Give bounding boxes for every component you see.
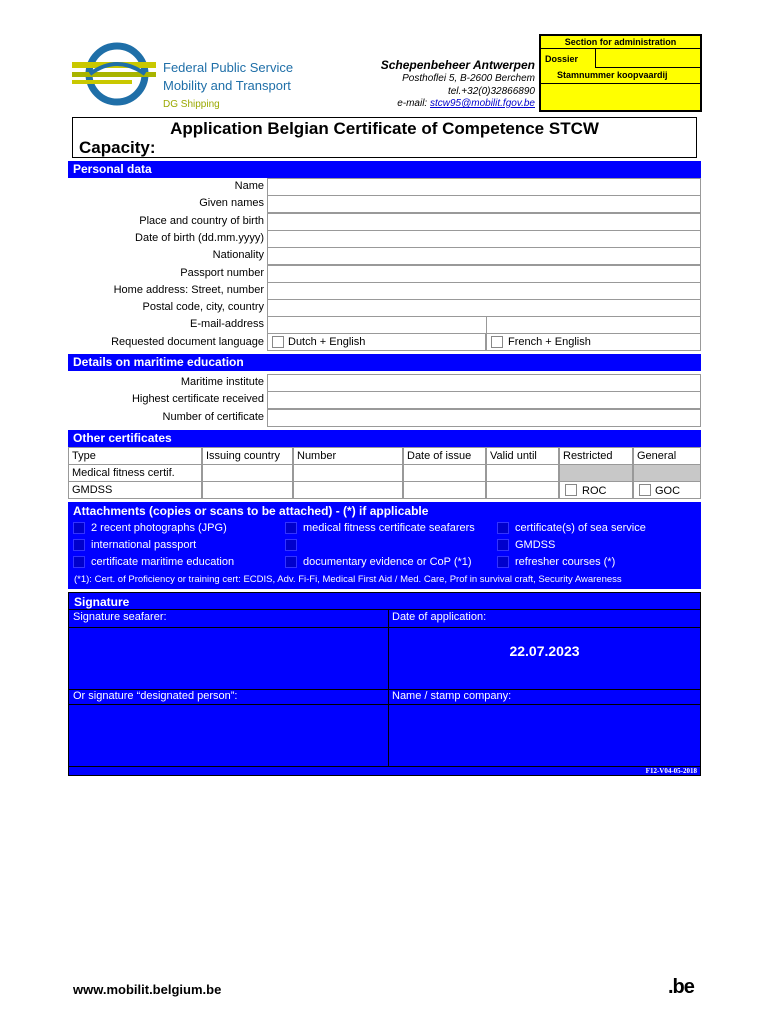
admin-dossier-field[interactable] — [595, 49, 701, 68]
other-cell[interactable] — [202, 481, 293, 499]
other-cell[interactable] — [559, 464, 633, 482]
personal-row-label: Name — [234, 180, 264, 192]
capacity-label[interactable]: Capacity: — [79, 138, 156, 157]
other-col-header: Date of issue — [407, 450, 472, 462]
company-stamp-label: Name / stamp company: — [392, 690, 512, 702]
maritime-row-input[interactable] — [267, 391, 701, 409]
logo-line1: Federal Public Service — [163, 60, 294, 75]
other-col-header: Type — [72, 450, 96, 462]
dutch-english-label: Dutch + English — [288, 336, 366, 348]
maritime-row-input[interactable] — [267, 374, 701, 392]
attachment-label: refresher courses (*) — [515, 556, 616, 568]
personal-header: Personal data — [68, 161, 701, 178]
roc-checkbox[interactable] — [565, 484, 577, 496]
attachment-label: certificate(s) of sea service — [515, 522, 646, 534]
personal-row-input[interactable] — [267, 247, 701, 265]
attachment-label: certificate maritime education — [91, 556, 235, 568]
personal-row-input[interactable] — [267, 265, 701, 283]
attachment-checkbox[interactable] — [73, 539, 85, 551]
goc-checkbox[interactable] — [639, 484, 651, 496]
attachment-checkbox[interactable] — [497, 556, 509, 568]
attachment-label: medical fitness certificate seafarers — [303, 522, 475, 534]
maritime-row-label: Maritime institute — [180, 376, 264, 388]
date-application-label: Date of application: — [392, 611, 487, 623]
other-col-header: Valid until — [490, 450, 537, 462]
other-cell[interactable] — [202, 464, 293, 482]
signature-seafarer-field[interactable] — [69, 628, 387, 688]
personal-row-label: Place and country of birth — [139, 214, 264, 227]
logo-line2: Mobility and Transport — [163, 78, 291, 93]
personal-row-input[interactable] — [267, 299, 701, 317]
form-code: F12-V04-05-2018 — [645, 767, 697, 775]
email-cell-divider — [486, 316, 487, 334]
other-cell[interactable] — [486, 464, 559, 482]
date-application-value[interactable]: 22.07.2023 — [509, 643, 580, 659]
french-english-label: French + English — [508, 336, 591, 348]
fps-logo — [70, 34, 160, 114]
form-title: Application Belgian Certificate of Competence STCW — [170, 119, 599, 138]
signature-seafarer-label: Signature seafarer: — [73, 611, 167, 623]
attachments-header: Attachments (copies or scans to be attached) - (*) if applicable — [73, 504, 429, 518]
attachment-label: documentary evidence or CoP (*1) — [303, 556, 472, 568]
attachment-checkbox[interactable] — [73, 556, 85, 568]
other-col-header: Restricted — [563, 450, 613, 462]
attachment-checkbox[interactable] — [497, 522, 509, 534]
designated-signature-field[interactable] — [69, 705, 387, 765]
other-cell[interactable] — [403, 481, 486, 499]
admin-stamnummer-label: Stamnummer koopvaardij — [557, 70, 668, 80]
personal-row-label: Date of birth (dd.mm.yyyy) — [135, 231, 264, 244]
maritime-row-label: Number of certificate — [162, 410, 264, 423]
personal-row-input[interactable] — [267, 213, 701, 231]
personal-row-label: Postal code, city, country — [142, 301, 264, 314]
attachment-checkbox[interactable] — [285, 556, 297, 568]
personal-row-label: E-mail-address — [190, 318, 264, 331]
roc-label: ROC — [582, 485, 607, 497]
other-cell[interactable] — [293, 464, 403, 482]
other-header: Other certificates — [68, 430, 701, 447]
other-cell[interactable] — [403, 464, 486, 482]
admin-title: Section for administration — [541, 36, 700, 49]
signature-header: Signature — [74, 595, 130, 609]
office-email-row — [397, 98, 535, 109]
sig-divider-5 — [69, 766, 700, 767]
personal-row-input[interactable] — [267, 230, 701, 248]
designated-person-label: Or signature “designated person”: — [73, 690, 238, 702]
personal-row-input[interactable] — [267, 316, 701, 334]
office-address: Posthoflei 5, B-2600 Berchem — [402, 73, 535, 84]
logo-line3: DG Shipping — [163, 99, 220, 110]
maritime-row-input[interactable] — [267, 409, 701, 427]
fps-logo-icon — [70, 34, 160, 114]
other-cell[interactable] — [486, 481, 559, 499]
goc-label: GOC — [655, 485, 681, 497]
attachments-note: (*1): Cert. of Proficiency or training cert: ECDIS, Adv. Fi-Fi, Medical First Aid / Med. Care, Prof in survival craft, Security Awareness — [74, 574, 622, 585]
maritime-row-label: Highest certificate received — [131, 393, 264, 406]
title-box — [72, 117, 697, 158]
attachment-label: 2 recent photographs (JPG) — [91, 522, 227, 534]
personal-row-label: Nationality — [212, 249, 264, 262]
attachment-checkbox[interactable] — [73, 522, 85, 534]
attachment-label: international passport — [91, 539, 197, 551]
company-stamp-field[interactable] — [389, 705, 700, 765]
personal-row-input[interactable] — [267, 282, 701, 300]
dutch-english-checkbox[interactable] — [272, 336, 284, 348]
other-cell[interactable] — [293, 481, 403, 499]
office-tel: tel.+32(0)32866890 — [447, 86, 535, 97]
office-email-label: e-mail: — [397, 98, 428, 109]
signature-section — [68, 592, 701, 776]
attachment-checkbox[interactable] — [497, 539, 509, 551]
other-col-header: Issuing country — [206, 450, 280, 462]
admin-dossier-label: Dossier — [545, 54, 579, 64]
sig-divider-top — [69, 609, 700, 610]
personal-row-input[interactable] — [267, 178, 701, 196]
other-cell[interactable] — [633, 464, 701, 482]
gmdss-label: GMDSS — [72, 484, 113, 496]
other-col-header: General — [637, 450, 677, 462]
other-col-header: Number — [297, 450, 337, 462]
medical-fitness-label: Medical fitness certif. — [72, 467, 175, 479]
maritime-header: Details on maritime education — [68, 354, 701, 371]
personal-row-label: Given names — [199, 197, 264, 210]
language-label: Requested document language — [111, 336, 264, 348]
footer-be-logo: .be — [668, 976, 694, 998]
personal-row-input[interactable] — [267, 195, 701, 213]
personal-row-label: Home address: Street, number — [113, 283, 264, 296]
footer-url[interactable]: www.mobilit.belgium.be — [73, 982, 222, 997]
french-english-checkbox[interactable] — [491, 336, 503, 348]
personal-row-label: Passport number — [180, 266, 264, 279]
attachment-label: GMDSS — [515, 539, 556, 551]
attachment-checkbox[interactable] — [285, 539, 297, 551]
office-email-link[interactable]: stcw95@mobilit.fgov.be — [429, 98, 535, 109]
admin-stamnummer-field[interactable] — [541, 83, 700, 111]
attachment-checkbox[interactable] — [285, 522, 297, 534]
office-name: Schepenbeheer Antwerpen — [380, 58, 535, 72]
admin-box — [539, 34, 702, 112]
